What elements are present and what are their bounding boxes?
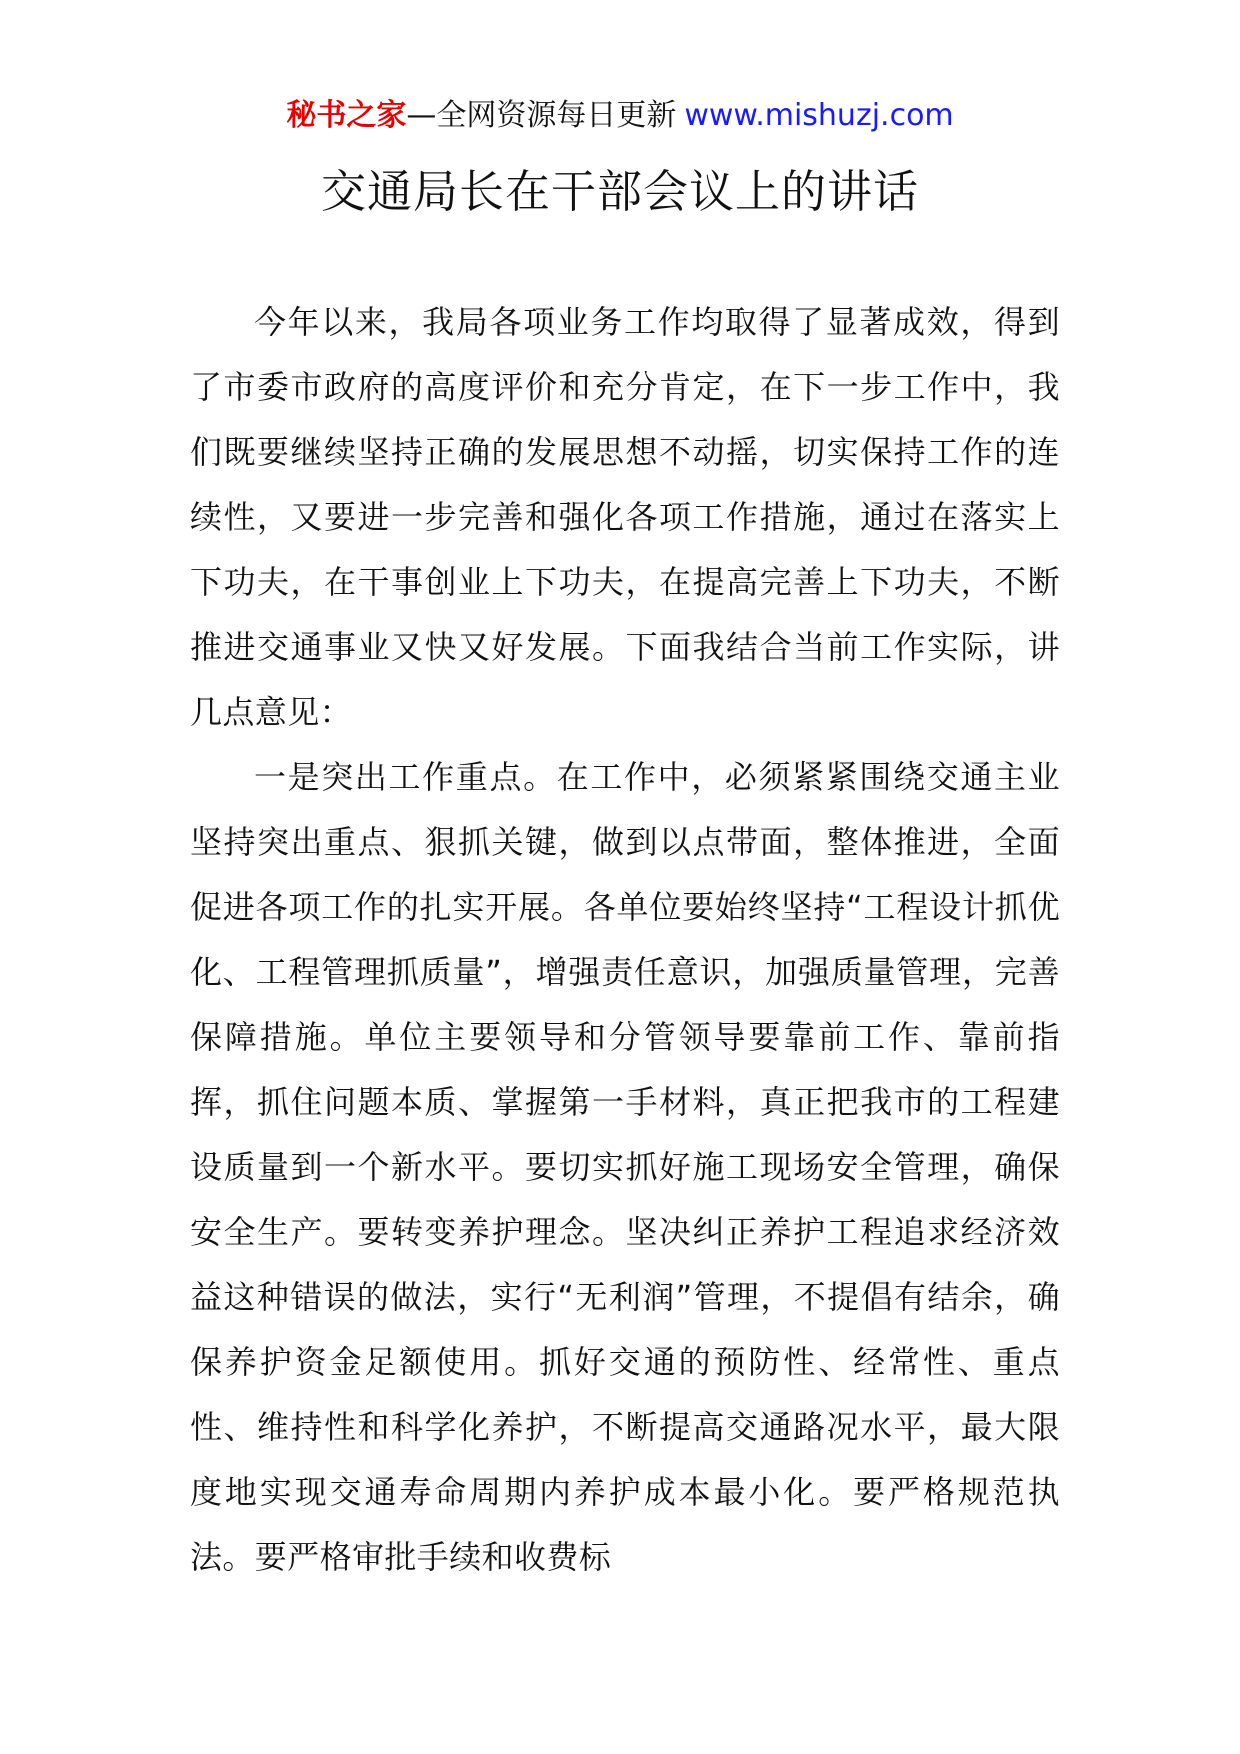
- header-slogan: —全网资源每日更新: [406, 98, 677, 133]
- brand-name: 秘书之家: [286, 98, 407, 133]
- paragraph-intro: 今年以来，我局各项业务工作均取得了显著成效，得到了市委市政府的高度评价和充分肯定，在下一步工作中，我们既要继续坚持正确的发展思想不动摇，切实保持工作的连续性，又要进一步完善和强化各项工作措施，通过在落实上下功夫，在干事创业上下功夫，在提高完善上下功夫，不断推进交通事业又快又好发展。下面我结合当前工作实际，讲几点意见：: [190, 303, 1060, 731]
- document-title: 交通局长在干部会议上的讲话: [320, 165, 919, 218]
- paragraph-point-one: 一是突出工作重点。在工作中，必须紧紧围绕交通主业坚持突出重点、狠抓关键，做到以点带面，整体推进，全面促进各项工作的扎实开展。各单位要始终坚持“工程设计抓优化、工程管理抓质量”，增强责任意识，加强质量管理，完善保障措施。单位主要领导和分管领导要靠前工作、靠前指挥，抓住问题本质、掌握第一手材料，真正把我市的工程建设质量到一个新水平。要切实抓好施工现场安全管理，确保安全生产。要转变养护理念。坚决纠正养护工程追求经济效益这种错误的做法，实行“无利润”管理，不提倡有结余，确保养护资金足额使用。抓好交通的预防性、经常性、重点性、维持性和科学化养护，不断提高交通路况水平，最大限度地实现交通寿命周期内养护成本最小化。要严格规范执法。要严格审批手续和收费标: [190, 758, 1060, 1576]
- site-url-link[interactable]: www.mishuzj.com: [684, 98, 954, 133]
- site-header: [0, 96, 1240, 136]
- document-body: [190, 290, 1060, 1590]
